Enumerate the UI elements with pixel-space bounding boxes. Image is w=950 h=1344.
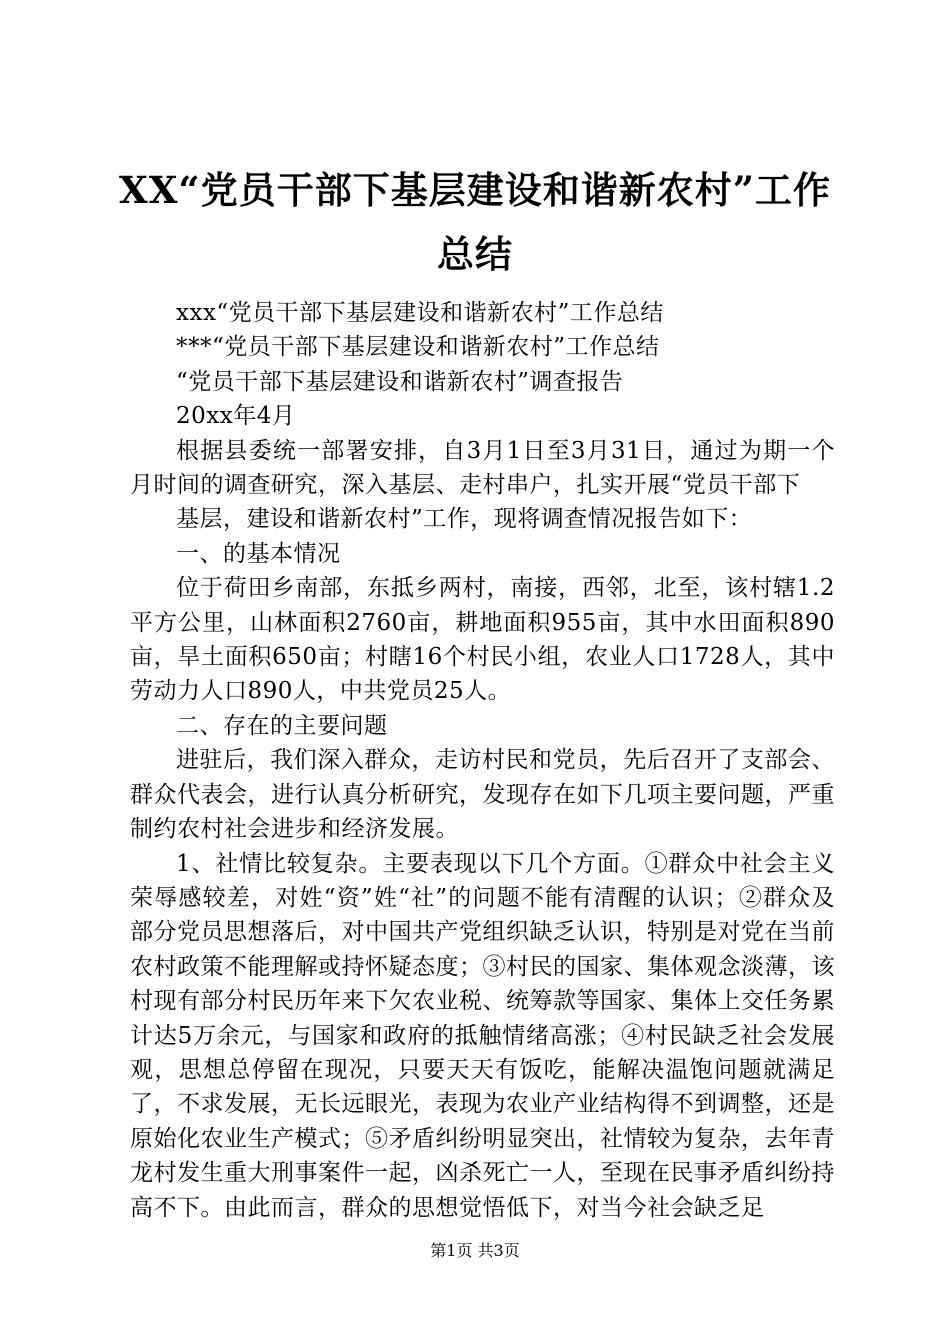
paragraph: 位于荷田乡南部，东抵乡两村，南接，西邻，北至，该村辖1.2平方公里，山林面积2760亩，耕地面积955亩，其中水田面积890亩，旱土面积650亩；村瞎16个村民小组，农业人口1728人，其中劳动力人口890人，中共党员25人。 xyxy=(130,575,835,705)
paragraph: 根据县委统一部署安排，自3月1日至3月31日，通过为期一个月时间的调查研究，深入基层、走村串户，扎实开展“党员干部下 xyxy=(130,437,835,499)
paragraph: 1、社情比较复杂。主要表现以下几个方面。①群众中社会主义荣辱感较差，对姓“资”姓“社”的问题不能有清醒的认识；②群众及部分党员思想落后，对中国共产党组织缺乏认识，特别是对党在当前农村政策不能理解或持怀疑态度；③村民的国家、集体观念淡薄，该村现有部分村民历年来下欠农业税、统筹款等国家、集体上交任务累计达5万余元，与国家和政府的抵触情绪高涨；④村民缺乏社会发展观，思想总停留在现况，只要天天有饭吃，能解决温饱问题就满足了，不求发展，无长远眼光，表现为农业产业结构得不到调整，还是原始化农业生产模式；⑤矛盾纠纷明显突出，社情较为复杂，去年青龙村发生重大刑事案件一起，凶杀死亡一人，至现在民事矛盾纠纷持高不下。由此而言，群众的思想觉悟低下，对当今社会缺乏足 xyxy=(130,850,835,1221)
paragraph: 进驻后，我们深入群众，走访村民和党员，先后召开了支部会、群众代表会，进行认真分析研究，发现存在如下几项主要问题，严重制约农村社会进步和经济发展。 xyxy=(130,747,835,843)
document-title: XX“党员干部下基层建设和谐新农村”工作总结 xyxy=(119,168,831,276)
paragraph: xxx“党员干部下基层建设和谐新农村”工作总结 xyxy=(176,300,664,326)
paragraph: 基层，建设和谐新农村”工作，现将调查情况报告如下： xyxy=(176,506,753,533)
paragraph: ***“党员干部下基层建设和谐新农村”工作总结 xyxy=(176,334,660,361)
paragraph: “党员干部下基层建设和谐新农村”调查报告 xyxy=(176,368,624,395)
paragraph: 20xx年4月 xyxy=(176,403,296,430)
section-heading: 二、存在的主要问题 xyxy=(176,712,388,739)
section-heading: 一、的基本情况 xyxy=(176,540,341,567)
page-number-footer: 第1页 共3页 xyxy=(430,1241,520,1260)
document-body xyxy=(130,296,835,1225)
